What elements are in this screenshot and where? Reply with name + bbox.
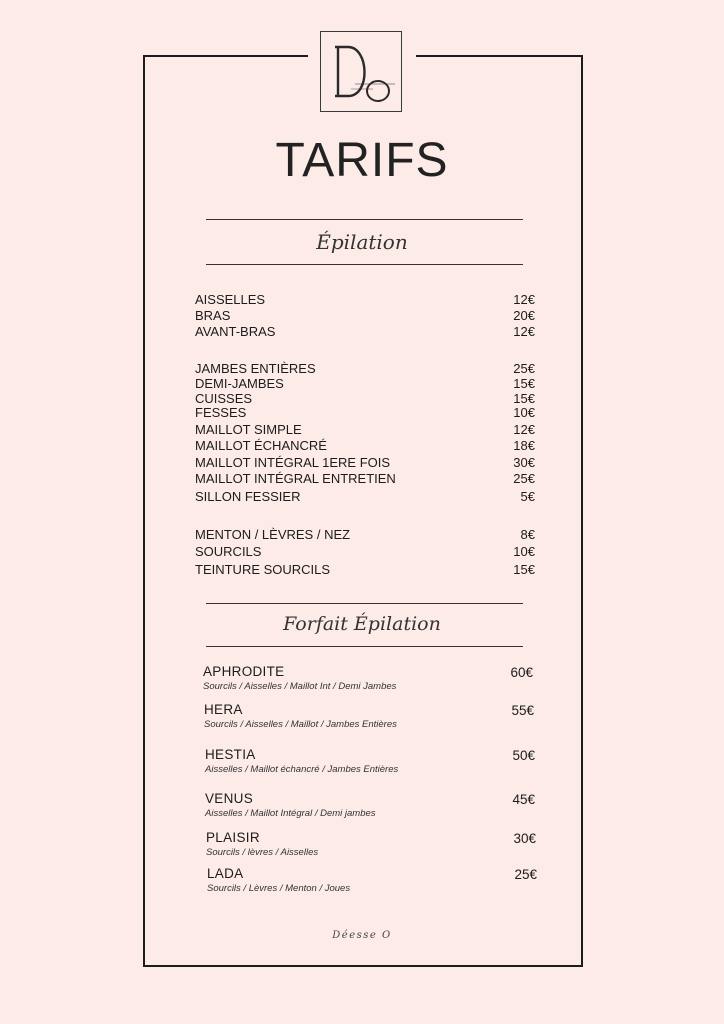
package-description: Aisselles / Maillot Intégral / Demi jambes (205, 808, 376, 819)
service-name: SOURCILS (195, 544, 262, 559)
service-price: 15€ (513, 391, 535, 406)
package-name: PLAISIR (206, 830, 260, 845)
package-item (207, 866, 537, 898)
package-description: Sourcils / Aisselles / Maillot / Jambes Entières (204, 719, 397, 730)
divider (206, 603, 523, 604)
price-row (195, 562, 535, 578)
service-name: TEINTURE SOURCILS (195, 562, 331, 577)
service-name: AVANT-BRAS (195, 324, 276, 339)
price-row (195, 405, 535, 421)
package-price: 25€ (514, 867, 537, 882)
service-name: BRAS (195, 308, 231, 323)
package-item (205, 747, 535, 779)
service-name: AISSELLES (195, 292, 266, 307)
price-row (195, 292, 535, 308)
service-price: 15€ (513, 376, 535, 391)
price-row (195, 544, 535, 560)
service-price: 20€ (513, 308, 535, 323)
price-row (195, 489, 535, 505)
price-row (195, 361, 535, 377)
package-description: Sourcils / lèvres / Aisselles (206, 847, 319, 858)
service-name: MAILLOT ÉCHANCRÉ (195, 438, 327, 453)
service-price: 30€ (513, 455, 535, 470)
service-name: MAILLOT INTÉGRAL 1ERE FOIS (195, 455, 391, 470)
price-row (195, 438, 535, 454)
service-price: 15€ (513, 562, 535, 577)
package-name: LADA (207, 866, 244, 881)
price-row (195, 308, 535, 324)
package-item (205, 791, 535, 823)
service-name: MAILLOT SIMPLE (195, 422, 302, 437)
package-description: Sourcils / Aisselles / Maillot Int / Demi Jambes (203, 681, 397, 692)
service-price: 5€ (520, 489, 535, 504)
package-price: 60€ (510, 665, 533, 680)
divider (206, 646, 523, 647)
service-price: 12€ (513, 324, 535, 339)
service-price: 10€ (513, 544, 535, 559)
package-name: APHRODITE (203, 664, 285, 679)
service-name: MENTON / LÈVRES / NEZ (195, 527, 351, 542)
service-price: 8€ (520, 527, 535, 542)
service-price: 12€ (513, 422, 535, 437)
package-price: 50€ (512, 748, 535, 763)
package-description: Sourcils / Lèvres / Menton / Joues (207, 883, 351, 894)
logo (320, 31, 402, 112)
package-item (204, 702, 534, 734)
price-row (195, 376, 535, 392)
price-row (195, 527, 535, 543)
package-price: 55€ (511, 703, 534, 718)
service-price: 18€ (513, 438, 535, 453)
package-name: VENUS (205, 791, 254, 806)
package-description: Aisselles / Maillot échancré / Jambes Entières (205, 764, 399, 775)
section-heading-epilation: Épilation (316, 230, 408, 254)
service-price: 12€ (513, 292, 535, 307)
service-name: SILLON FESSIER (195, 489, 301, 504)
package-item (203, 664, 533, 696)
package-price: 45€ (512, 792, 535, 807)
divider (206, 264, 523, 265)
service-name: CUISSES (195, 391, 253, 406)
package-name: HERA (204, 702, 243, 717)
divider (206, 219, 523, 220)
service-name: DEMI-JAMBES (195, 376, 284, 391)
price-row (195, 422, 535, 438)
logo-monogram-icon (321, 32, 403, 113)
service-price: 25€ (513, 471, 535, 486)
page-title: TARIFS (275, 134, 449, 187)
price-row (195, 324, 535, 340)
section-heading-forfait: Forfait Épilation (283, 613, 441, 635)
package-price: 30€ (513, 831, 536, 846)
package-name: HESTIA (205, 747, 256, 762)
price-row (195, 471, 535, 487)
service-name: FESSES (195, 405, 247, 420)
signature: Déesse O (332, 930, 392, 941)
service-name: JAMBES ENTIÈRES (195, 361, 316, 376)
service-price: 10€ (513, 405, 535, 420)
service-price: 25€ (513, 361, 535, 376)
service-name: MAILLOT INTÉGRAL ENTRETIEN (195, 471, 396, 486)
package-item (206, 830, 536, 862)
price-row (195, 455, 535, 471)
